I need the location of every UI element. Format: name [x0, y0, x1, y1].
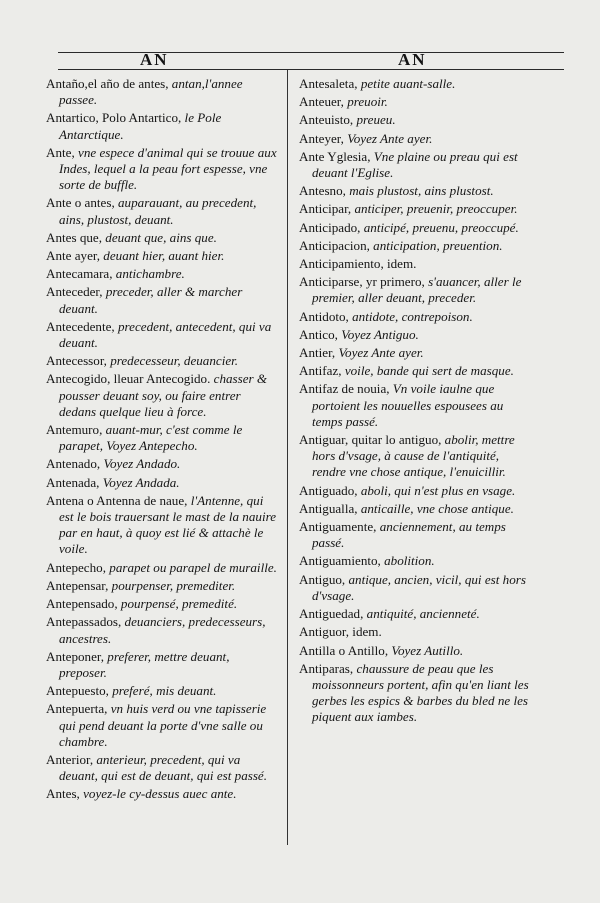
entry-gloss: Vne plaine ou preau qui est deuant l'Eglise. [312, 148, 518, 181]
entry-gloss: l'Antenne, qui est le bois trauersant le mast de la nauire par en haut, à quoy est lié & attachè le voile. [59, 492, 276, 557]
entry-headword: Antecogido, lleuar Antecogido. [46, 371, 211, 387]
entry-headword: Antifaz, [299, 363, 342, 379]
dictionary-entry [46, 701, 280, 750]
entry-gloss: anterieur, precedent, qui va deuant, qui est de deuant, qui est passé. [59, 751, 268, 784]
dictionary-entry [46, 493, 280, 558]
entry-headword: Anteuer, [299, 94, 344, 110]
dictionary-entry [299, 624, 531, 640]
entry-headword: Antiguado, [299, 482, 358, 498]
entry-headword: Antico, [299, 326, 338, 342]
entry-gloss: aboli, qui n'est plus en vsage. [357, 482, 516, 498]
entry-headword: Antecedente, [46, 318, 115, 334]
entry-headword: Anteyer, [299, 130, 344, 146]
dictionary-entry [299, 643, 531, 659]
entry-headword: Ante o antes, [46, 195, 115, 211]
dictionary-entry [46, 353, 280, 369]
entry-headword: Ante ayer, [46, 248, 101, 264]
entry-gloss: deuanciers, predecesseurs, ancestres. [59, 614, 266, 646]
entry-gloss: antique, ancien, vicil, qui est hors d'vsage. [312, 571, 526, 603]
dictionary-entry [46, 195, 280, 227]
header-rule [58, 69, 564, 70]
entry-headword: Anterior, [46, 751, 94, 767]
dictionary-entry [46, 596, 280, 612]
entry-gloss: pourpensé, premedité. [117, 596, 238, 612]
dictionary-entry [299, 381, 531, 430]
dictionary-entry [46, 422, 280, 454]
left-column [46, 76, 280, 805]
entry-headword: Anteuisto, [299, 112, 354, 128]
entry-gloss: anticiper, preuenir, preoccuper. [351, 201, 518, 217]
dictionary-entry [46, 456, 280, 472]
dictionary-entry [299, 149, 531, 181]
entry-gloss: antidote, contrepoison. [348, 308, 473, 324]
dictionary-entry [299, 345, 531, 361]
entry-headword: Ante, [46, 144, 75, 160]
entry-headword: Antidoto, [299, 308, 349, 324]
entry-gloss: abolition. [380, 553, 435, 569]
right-column [299, 76, 531, 728]
right-running-head: AN [398, 50, 427, 69]
dictionary-entry [299, 94, 531, 110]
entry-gloss: auparauant, au precedent, ains, plustost, deuant. [59, 195, 257, 227]
entry-headword: Anticipacion, [299, 237, 370, 253]
dictionary-entry [46, 614, 280, 646]
dictionary-entry [46, 371, 280, 420]
entry-headword: Antena o Antenna de naue, [46, 492, 188, 508]
entry-gloss: antiquité, ancienneté. [363, 606, 480, 622]
entry-headword: Antigualla, [299, 500, 358, 516]
entry-headword: Antepuesto, [46, 683, 109, 699]
entry-headword: Antilla o Antillo, [299, 642, 389, 658]
entry-headword: Anticipamiento, idem. [299, 256, 417, 272]
entry-gloss: preuoir. [343, 94, 388, 110]
entry-headword: Antecessor, [46, 353, 107, 369]
entry-headword: Antiparas, [299, 660, 354, 676]
dictionary-entry [299, 483, 531, 499]
entry-headword: Anteponer, [46, 648, 105, 664]
dictionary-entry [46, 145, 280, 194]
entry-headword: Anticipado, [299, 219, 361, 235]
entry-headword: Antenado, [46, 456, 101, 472]
entry-gloss: s'auancer, aller le premier, aller deuant, preceder. [312, 274, 522, 306]
entry-headword: Antes que, [46, 229, 103, 245]
entry-headword: Antepuerta, [46, 701, 108, 717]
entry-gloss: predecesseur, deuancier. [106, 353, 239, 369]
entry-gloss: mais plustost, ains plustost. [345, 183, 494, 199]
dictionary-entry [299, 432, 531, 481]
dictionary-entry [299, 183, 531, 199]
entry-headword: Anteceder, [46, 284, 103, 300]
entry-headword: Antenada, [46, 474, 100, 490]
dictionary-entry [46, 475, 280, 491]
dictionary-entry [46, 248, 280, 264]
entry-gloss: petite auant-salle. [357, 76, 456, 91]
dictionary-entry [46, 110, 280, 142]
entry-headword: Antes, [46, 786, 80, 802]
entry-headword: Antier, [299, 345, 336, 361]
entry-headword: Antiguamente, [299, 519, 377, 535]
entry-headword: Antepensado, [46, 596, 118, 612]
dictionary-entry [299, 220, 531, 236]
dictionary-entry [299, 201, 531, 217]
entry-gloss: voile, bande qui sert de masque. [341, 363, 514, 379]
entry-headword: Antepecho, [46, 559, 106, 575]
entry-gloss: deuant hier, auant hier. [100, 248, 225, 264]
entry-headword: Antecamara, [46, 266, 113, 282]
entry-headword: Antiguedad, [299, 606, 364, 622]
dictionary-entry [46, 786, 280, 802]
entry-gloss: deuant que, ains que. [102, 229, 217, 245]
entry-headword: Antiguamiento, [299, 553, 381, 569]
dictionary-entry [299, 572, 531, 604]
dictionary-entry [46, 230, 280, 246]
dictionary-entry [299, 501, 531, 517]
dictionary-entry [299, 363, 531, 379]
left-running-head: AN [140, 50, 169, 69]
dictionary-entry [46, 649, 280, 681]
dictionary-entry [299, 112, 531, 128]
entry-gloss: voyez-le cy-dessus auec ante. [79, 786, 237, 802]
entry-headword: Anticiparse, yr primero, [299, 274, 425, 290]
entry-gloss: parapet ou parapel de muraille. [106, 559, 277, 575]
entry-gloss: antan,l'annee passee. [59, 76, 243, 108]
dictionary-entry [299, 274, 531, 306]
entry-gloss: Vn voile iaulne que portoient les nouuelles espousees au temps passé. [312, 381, 504, 429]
entry-gloss: auant-mur, c'est comme le parapet, Voyez Antepecho. [59, 422, 243, 454]
entry-gloss: antichambre. [112, 266, 185, 282]
entry-gloss: chaussure de peau que les moissonneurs portent, afin qu'en liant les gerbes les espics & barbes du bled ne les piquent aux iambes. [312, 660, 529, 725]
entry-gloss: Voyez Autillo. [388, 642, 464, 658]
entry-headword: Ante Yglesia, [299, 148, 371, 164]
dictionary-entry [299, 327, 531, 343]
dictionary-entry [46, 578, 280, 594]
entry-gloss: anticipé, preuenu, preoccupé. [360, 219, 519, 235]
entry-headword: Antepensar, [46, 577, 109, 593]
dictionary-entry [46, 266, 280, 282]
entry-gloss: anciennement, au temps passé. [312, 519, 506, 551]
entry-headword: Antesaleta, [299, 76, 358, 91]
dictionary-entry [299, 661, 531, 726]
entry-headword: Antesno, [299, 183, 346, 199]
entry-headword: Antaño,el año de antes, [46, 76, 169, 91]
dictionary-entry [299, 238, 531, 254]
entry-gloss: Voyez Antiguo. [337, 326, 419, 342]
entry-headword: Anticipar, [299, 201, 352, 217]
dictionary-entry [46, 752, 280, 784]
entry-gloss: vn huis verd ou vne tapisserie qui pend deuant la porte d'vne salle ou chambre. [59, 701, 267, 749]
dictionary-entry [299, 553, 531, 569]
entry-headword: Antemuro, [46, 422, 103, 438]
top-rule [58, 52, 564, 53]
entry-headword: Antiguar, quitar lo antiguo, [299, 432, 442, 448]
entry-gloss: Voyez Andada. [99, 474, 180, 490]
entry-gloss: preferé, mis deuant. [108, 683, 217, 699]
dictionary-entry [46, 284, 280, 316]
entry-gloss: vne espece d'animal qui se trouue aux Indes, lequel a la peau fort espesse, vne sorte de buffle. [59, 144, 277, 193]
entry-gloss: anticaille, vne chose antique. [357, 500, 514, 516]
entry-gloss: anticipation, preuention. [369, 237, 503, 253]
entry-gloss: chasser & pousser deuant soy, ou faire entrer dedans quelque lieu à force. [59, 371, 268, 419]
dictionary-entry [46, 683, 280, 699]
entry-headword: Antepassados, [46, 614, 122, 630]
dictionary-entry [46, 319, 280, 351]
dictionary-entry [46, 560, 280, 576]
entry-headword: Antifaz de nouia, [299, 381, 390, 397]
entry-gloss: le Pole Antarctique. [59, 110, 222, 142]
entry-gloss: precedent, antecedent, qui va deuant. [59, 318, 272, 351]
dictionary-entry [46, 76, 280, 108]
entry-gloss: preceder, aller & marcher deuant. [59, 284, 243, 316]
entry-gloss: Voyez Andado. [100, 456, 181, 472]
entry-headword: Antiguo, [299, 571, 346, 587]
dictionary-entry [299, 76, 531, 92]
column-divider [287, 70, 288, 845]
entry-gloss: Voyez Ante ayer. [335, 345, 424, 361]
dictionary-entry [299, 519, 531, 551]
entry-headword: Antiguor, idem. [299, 624, 382, 640]
entry-gloss: preferer, mettre deuant, preposer. [59, 648, 230, 680]
entry-gloss: Voyez Ante ayer. [343, 130, 433, 146]
entry-gloss: preueu. [353, 112, 396, 128]
entry-headword: Antartico, Polo Antartico, [46, 110, 182, 126]
entry-gloss: abolir, mettre hors d'vsage, à cause de l'antiquité, rendre vne chose antique, l'enuicillir. [312, 432, 515, 480]
entry-gloss: pourpenser, premediter. [108, 577, 236, 593]
dictionary-entry [299, 256, 531, 272]
dictionary-entry [299, 131, 531, 147]
dictionary-entry [299, 606, 531, 622]
dictionary-entry [299, 309, 531, 325]
